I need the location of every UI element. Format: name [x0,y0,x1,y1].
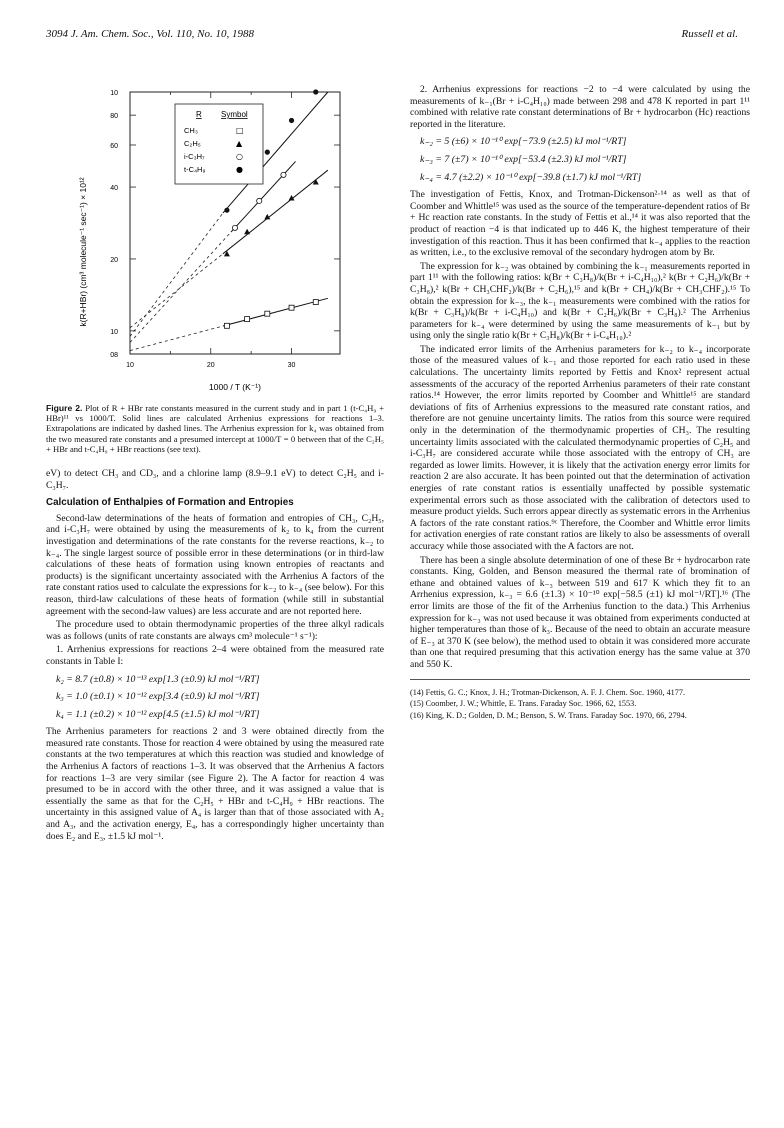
left-column [46,468,384,844]
equation-k-2: k₋₂ = 5 (±6) × 10⁻¹⁰ exp[−73.9 (±2.5) kJ mol⁻¹/RT] [420,136,627,148]
equation-k3: k₃ = 1.0 (±0.1) × 10⁻¹² exp[3.4 (±0.9) kJ mol⁻¹/RT] [56,691,260,703]
paragraph: 2. Arrhenius expressions for reactions −2 to −4 were calculated by using the measurements of k₋₁(Br + i-C₄H₁₀) made between 298 and 478 K reported in part 1¹¹ combined with relative rate constant determinations of Br + hydrocarbon (Hc) reactions reported in the literature. [410,84,750,130]
running-header-journal: 3094 J. Am. Chem. Soc., Vol. 110, No. 10, 1988 [46,28,254,40]
paragraph: The indicated error limits of the Arrhenius parameters for k₋₂ to k₋₄ incorporate those of the measured values of k₋₁ and those reported for each ratio used in these calculations. The uncertainty limits reported by Fettis and Knox² represent actual assessments of the accuracy of the reported Arrhenius parameters of their rate constant ratios.¹⁴ However, the error limits reported by Coomber and Whittle¹⁵ are standard deviations of fits of Arrhenius expressions to the measured rate constant ratios, and therefore are not genuine uncertainty limits. The ratios from this source were required only in the determination of the thermodynamic properties of CH₃. The resulting uncertainty limits associated with the calculated thermodynamic properties of C₂H₅ and i-C₃H₇ are considered accurate while those associated with the entropy of CH₃ are regarded as lower limits. However, it is likely that the activation energy error limits for reaction 2 are also accurate. It has been pointed out that the determination of activation energies of rate constant ratios is essentially unaffected by possible systematic experimental errors such as those associated with the calibration of detectors used to measure product yields. Such errors appear directly as systematic errors in the Arrhenius A factors of the rate constant ratios.⁹ᶜ Therefore, the Coomber and Whittle error limits for activation energies of rate constant ratios are likely to also be assessments of overall accuracy while those associated with the A factors are not. [410,343,750,552]
point-ch3 [289,305,294,310]
paragraph: The Arrhenius parameters for reactions 2 and 3 were obtained directly from the measured rate constants. Those for reaction 4 were obtained by using the measured rate constants at the two temperatures at which this reaction was studied and knowledge of the Arrhenius A factors of reactions 1–3. It was observed that the Arrhenius A factors for reactions 1–3 are very similar (see Figure 2). The A factor for reaction 4 was presumed to be in accord with the other three, and it was assigned a value that is essentially the same as that for the C₂H₅ + HBr and t-C₄H₉ + HBr reactions. The uncertainty in this assigned value of A₄ is larger than that of those associated with A₂ and A₃, and the activation energy, E₄, has a correspondingly higher uncertainty than does E₂ and E₃, ±1.5 kJ mol⁻¹. [46,726,384,842]
point-c2h5 [244,229,250,235]
equation-k-4: k₋₄ = 4.7 (±2.2) × 10⁻¹⁰ exp[−39.8 (±1.7) kJ mol⁻¹/RT] [420,171,642,183]
equation-k2: k₂ = 8.7 (±0.8) × 10⁻¹³ exp[1.3 (±0.9) kJ mol⁻¹/RT] [56,673,260,685]
legend-title-symbol: Symbol [221,110,248,119]
legend-r-c2h5: C₂H₅ [184,139,201,148]
paragraph: Second-law determinations of the heats of formation and entropies of CH₃, C₂H₅, and i-C₃H₇ were obtained by using the measurements of k₂ to k₄ from the current investigation and determinations of the rate constants for the reverse reactions, k₋₂ to k₋₄. The single largest source of possible error in these determinations (or in third-law calculations of these heats of formation using known entropies of reactants and products) is the significant uncertainty associated with the Arrhenius A factors of the rate constant ratios used to calculate the expressions for k₋₂ to k₋₄ (see below). For this reason, third-law calculations of these heats of formation (while still in substantial agreement with the second-law values) are less accurate and are not reported here. [46,512,384,617]
equation-k-3: k₋₃ = 7 (±7) × 10⁻¹⁰ exp[−53.4 (±2.3) kJ mol⁻¹/RT] [420,153,627,165]
paragraph: The procedure used to obtain thermodynamic properties of the three alkyl radicals was as follows (units of rate constants are always cm³ molecule⁻¹ s⁻¹): [46,619,384,642]
y-tick-label: 20 [110,256,118,264]
paragraph: eV) to detect CH₃ and CD₃, and a chlorine lamp (8.9–9.1 eV) to detect C₂H₅ and i-C₃H₇. [46,468,384,491]
section-heading: Calculation of Enthalpies of Formation and Entropies [46,497,294,509]
extrapolation-line [130,213,223,336]
right-column [410,84,750,723]
legend-r-ic3h7: i-C₃H₇ [184,152,205,161]
x-axis-label: 1000 / T (K⁻¹) [209,382,261,392]
reference-15: (15) Coomber, J. W.; Whittle, E. Trans. Faraday Soc. 1966, 62, 1553. [410,699,637,709]
legend-title-r: R [196,110,202,119]
legend-r-tc4h9: t-C₄H₉ [184,165,206,174]
legend-symbol-ch3: □ [236,126,244,135]
reference-14: (14) Fettis, G. C.; Knox, J. H.; Trotman-Dickenson, A. F. J. Chem. Soc. 1960, 4177. [410,687,685,697]
figure-2-plot [60,82,360,398]
point-ch3 [224,323,229,328]
equation-k4: k₄ = 1.1 (±0.2) × 10⁻¹² exp[4.5 (±1.5) kJ mol⁻¹/RT] [56,708,260,720]
y-tick-label: 60 [110,142,118,150]
point-tc4h9 [224,208,229,213]
paragraph: The investigation of Fettis, Knox, and Trotman-Dickenson²·¹⁴ as well as that of Coomber and Whittle¹⁵ was used as the source of the temperature-dependent ratios of Br + Hc reaction rate constants. In the study of Fettis et al.,¹⁴ it was also reported that the product of reaction −4 is that indicated up to 446 K, the highest temperature of their investigation of this reaction. Thus it has been confirmed that k₋₄ applies to the reaction as written, i.e., to the exclusive removal of the secondary hydrogen atom by Br. [410,189,750,259]
point-ic3h7 [281,172,286,177]
footnote-references [410,679,750,721]
legend-symbol-ic3h7: ○ [236,152,243,161]
y-tick-label: 80 [110,113,118,121]
point-ch3 [313,300,318,305]
caption-text: Plot of R + HBr rate constants measured in the current study and in part 1 (t-C₄H₉ + HBr)¹¹ vs 1000/T. Solid lines are calculated Arrhenius expressions for reactions 1–3. Extrapolations are indicated by dashed lines. The Arrhenius expression for k₄ was obtained from the two measured rate constants and a presumed intercept at 1000/T = 0 between that of the C₂H₅ + HBr and t-C₄H₉ + HBr reactions (see text). [46,403,384,454]
legend [175,104,263,184]
x-tick-label: 30 [287,362,296,369]
extrapolation-line [130,254,223,328]
caption-label: Figure 2. [46,403,83,413]
point-tc4h9 [265,150,270,155]
point-ic3h7 [232,225,237,230]
paragraph: There has been a single absolute determination of one of these Br + hydrocarbon rate constants. King, Golden, and Benson measured the thermal rate of bromination of ethane and obtained values of k₋₃ between 519 and 617 K which they fit to an Arrhenius expression, k₋₃ = 6.6 (±1.3) × 10⁻¹⁰ exp[−58.5 (±1) kJ mol⁻¹/RT].¹⁶ (The error limits are those of the fit of the Arrhenius function to the data.) This Arrhenius expression for k₋₃ was not used because it was obtained from experiments conducted at higher temperatures than those of k₃. Because of the need to obtain an accurate measure of E₋₃ at 370 K (see below), the method used to obtain it was considered more accurate than one that required presuming that this activation energy has the same value at 370 and 550 K. [410,554,750,670]
running-header-authors: Russell et al. [681,28,738,40]
y-tick-label: 08 [110,352,118,359]
legend-symbol-c2h5: ▲ [236,139,243,148]
point-ch3 [245,317,250,322]
y-axis-label: k(R+HBr) (cm³ molecule⁻¹ sec⁻¹) × 10¹² [78,177,88,327]
point-tc4h9 [289,118,294,123]
y-tick-label: 40 [110,185,118,193]
x-tick-label: 20 [206,362,215,369]
paragraph: 1. Arrhenius expressions for reactions 2–4 were obtained from the measured rate constants in Table I: [46,644,384,667]
figure-caption [46,403,384,454]
fit-line [223,298,328,326]
paragraph: The expression for k₋₂ was obtained by combining the k₋₁ measurements reported in part 1¹¹ with the following ratios: k(Br + C₃H₈)/k(Br + i-C₄H₁₀),² k(Br + C₂H₆)/k(Br + C₃H₈),² k(Br + CH₃CHF₂)/k(Br + C₂H₆),¹⁵ and k(Br + CH₄)/k(Br + CH₃CHF₂).¹⁵ To obtain the expression for k₋₃, the k₋₁ measurements were combined with the ratios for k(Br + C₃H₈)/k(Br + i-C₄H₁₀) and k(Br + C₂H₆)/k(Br + C₃H₈).² The Arrhenius parameters for k₋₄ were determined by using the same measurements of k₋₁ but by using only the single ratio k(Br + C₃H₈)/k(Br + i-C₄H₁₀).² [410,260,750,342]
y-tick-label: 10 [110,90,118,97]
y-tick-label: 10 [110,328,118,336]
x-tick-label: 10 [126,362,134,369]
extrapolation-line [130,326,223,351]
point-ic3h7 [257,198,262,203]
reference-16: (16) King, K. D.; Golden, D. M.; Benson, S. W. Trans. Faraday Soc. 1970, 66, 2794. [410,711,687,721]
point-ch3 [265,311,270,316]
extrapolation-line [130,232,231,342]
legend-r-ch3: CH₃ [184,126,198,135]
legend-symbol-tc4h9: ● [236,165,243,174]
point-tc4h9 [313,89,318,94]
